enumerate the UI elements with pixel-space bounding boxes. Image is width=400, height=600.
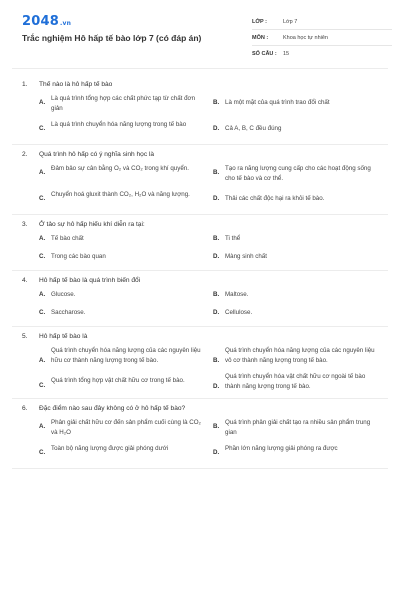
- option-grid: [39, 346, 388, 392]
- option-letter: C.: [39, 449, 46, 456]
- option-d[interactable]: [213, 252, 387, 264]
- question-stem: Thế nào là hô hấp tế bào: [39, 81, 113, 88]
- option-a[interactable]: [39, 290, 213, 302]
- question-text: [22, 405, 388, 412]
- question-3: [12, 215, 388, 271]
- option-letter: B.: [213, 235, 220, 242]
- option-letter: B.: [213, 291, 220, 298]
- header: [0, 0, 400, 66]
- question-2: [12, 145, 388, 215]
- option-text: Ti thể: [225, 235, 241, 242]
- option-text: Toàn bộ năng lượng được giải phóng dưới: [51, 445, 169, 452]
- question-number: 6.: [22, 405, 28, 412]
- option-a[interactable]: [39, 164, 213, 184]
- option-text: Đảm bảo sự cân bằng O₂ và CO₂ trong khí quyển.: [51, 165, 189, 172]
- option-text: Là quá trình tổng hợp các chất phức tạp từ chất đơn giản: [51, 95, 196, 112]
- option-text: Saccharose.: [51, 309, 86, 316]
- meta-value: Khoa học tự nhiên: [283, 34, 328, 41]
- option-letter: C.: [39, 309, 46, 316]
- option-text: Cellulose.: [225, 309, 253, 316]
- option-b[interactable]: [213, 94, 387, 114]
- option-b[interactable]: [213, 418, 387, 438]
- option-text: Tạo ra năng lượng cung cấp cho các hoạt động sống cho tế bào và cơ thể.: [225, 165, 371, 182]
- question-number: 5.: [22, 333, 28, 340]
- question-number: 1.: [22, 81, 28, 88]
- option-letter: C.: [39, 253, 46, 260]
- meta-table: [252, 14, 392, 61]
- question-text: [22, 221, 388, 228]
- option-text: Quá trình phân giải chất tạo ra nhiều sản phẩm trung gian: [225, 419, 371, 436]
- option-text: Maltose.: [225, 291, 249, 298]
- option-letter: B.: [213, 169, 220, 176]
- option-text: Tế bào chất: [51, 235, 84, 242]
- option-text: Trong các bào quan: [51, 253, 106, 260]
- option-text: Chuyển hoá gluxit thành CO₂, H₂O và năng lượng.: [51, 191, 190, 198]
- option-text: Phân giải chất hữu cơ đến sản phẩm cuối cùng là CO₂ và H₂O: [51, 419, 201, 436]
- question-stem: Hô hấp tế bào là quá trình biến đổi: [39, 277, 141, 284]
- meta-value: 15: [283, 50, 290, 57]
- option-c[interactable]: [39, 190, 213, 208]
- option-d[interactable]: [213, 190, 387, 208]
- option-text: Màng sinh chất: [225, 253, 267, 260]
- question-list: [0, 75, 400, 469]
- option-letter: A.: [39, 291, 46, 298]
- question-number: 3.: [22, 221, 28, 228]
- question-number: 2.: [22, 151, 28, 158]
- option-text: Phần lớn năng lượng giải phóng ra được: [225, 445, 338, 452]
- site-logo[interactable]: [22, 14, 71, 29]
- option-grid: [39, 290, 388, 320]
- option-text: Glucose.: [51, 291, 76, 298]
- option-letter: C.: [39, 382, 46, 389]
- meta-row-count: [252, 46, 392, 61]
- option-grid: [39, 94, 388, 138]
- option-letter: A.: [39, 235, 46, 242]
- meta-label: MÔN :: [252, 34, 269, 41]
- option-c[interactable]: [39, 308, 213, 320]
- option-b[interactable]: [213, 346, 387, 366]
- logo-text: 2048: [22, 14, 59, 29]
- option-text: Quá trình chuyển hóa năng lượng của các nguyên liệu hữu cơ thành năng lượng trong tế bào.: [51, 347, 201, 364]
- option-text: Là một mặt của quá trình trao đổi chất: [225, 99, 330, 106]
- question-text: [22, 333, 388, 340]
- option-letter: D.: [213, 195, 220, 202]
- question-stem: Ở tảo sự hô hấp hiếu khí diễn ra tại:: [39, 221, 145, 228]
- option-text: Thải các chất độc hại ra khỏi tế bào.: [225, 195, 325, 202]
- question-stem: Quá trình hô hấp có ý nghĩa sinh học là: [39, 151, 155, 158]
- divider: [12, 68, 388, 69]
- option-a[interactable]: [39, 234, 213, 246]
- option-grid: [39, 418, 388, 462]
- option-d[interactable]: [213, 372, 387, 392]
- option-text: Quá trình chuyển hóa vật chất hữu cơ ngoài tế bào thành năng lượng trong tế bào.: [225, 373, 366, 390]
- question-4: [12, 271, 388, 327]
- option-letter: D.: [213, 253, 220, 260]
- question-6: [12, 399, 388, 469]
- option-letter: C.: [39, 195, 46, 202]
- option-letter: B.: [213, 99, 220, 106]
- option-grid: [39, 234, 388, 264]
- question-1: [12, 75, 388, 145]
- option-a[interactable]: [39, 418, 213, 438]
- option-letter: D.: [213, 449, 220, 456]
- option-grid: [39, 164, 388, 208]
- option-c[interactable]: [39, 444, 213, 462]
- option-letter: B.: [213, 423, 220, 430]
- option-letter: B.: [213, 357, 220, 364]
- option-text: Cả A, B, C đều đúng: [225, 125, 282, 132]
- option-d[interactable]: [213, 120, 387, 138]
- option-d[interactable]: [213, 308, 387, 320]
- option-letter: C.: [39, 125, 46, 132]
- question-text: [22, 277, 388, 284]
- option-b[interactable]: [213, 164, 387, 184]
- page-title: Trắc nghiệm Hô hấp tế bào lớp 7 (có đáp án): [22, 33, 202, 43]
- option-letter: D.: [213, 309, 220, 316]
- option-text: Quá trình tổng hợp vật chất hữu cơ trong tế bào.: [51, 377, 185, 384]
- option-c[interactable]: [39, 252, 213, 264]
- question-text: [22, 81, 388, 88]
- logo-suffix: .vn: [59, 20, 72, 27]
- option-a[interactable]: [39, 94, 213, 114]
- meta-label: SỐ CÂU :: [252, 50, 277, 57]
- option-letter: D.: [213, 383, 220, 390]
- option-c[interactable]: [39, 372, 213, 392]
- meta-row-class: [252, 14, 392, 30]
- option-letter: A.: [39, 99, 46, 106]
- option-text: Là quá trình chuyển hóa năng lượng trong tế bào: [51, 121, 187, 128]
- option-b[interactable]: [213, 290, 387, 302]
- meta-value: Lớp 7: [283, 18, 298, 25]
- option-c[interactable]: [39, 120, 213, 138]
- question-stem: Đặc điểm nào sau đây không có ở hô hấp tế bào?: [39, 405, 186, 412]
- question-5: [12, 327, 388, 399]
- option-text: Quá trình chuyển hóa năng lượng của các nguyên liệu vô cơ thành năng lượng trong tế bào.: [225, 347, 375, 364]
- question-number: 4.: [22, 277, 28, 284]
- meta-label: LỚP :: [252, 18, 267, 25]
- option-b[interactable]: [213, 234, 387, 246]
- question-stem: Hô hấp tế bào là: [39, 333, 88, 340]
- question-text: [22, 151, 388, 158]
- option-a[interactable]: [39, 346, 213, 366]
- option-letter: D.: [213, 125, 220, 132]
- meta-row-subject: [252, 30, 392, 46]
- option-letter: A.: [39, 423, 46, 430]
- option-d[interactable]: [213, 444, 387, 462]
- option-letter: A.: [39, 357, 46, 364]
- option-letter: A.: [39, 169, 46, 176]
